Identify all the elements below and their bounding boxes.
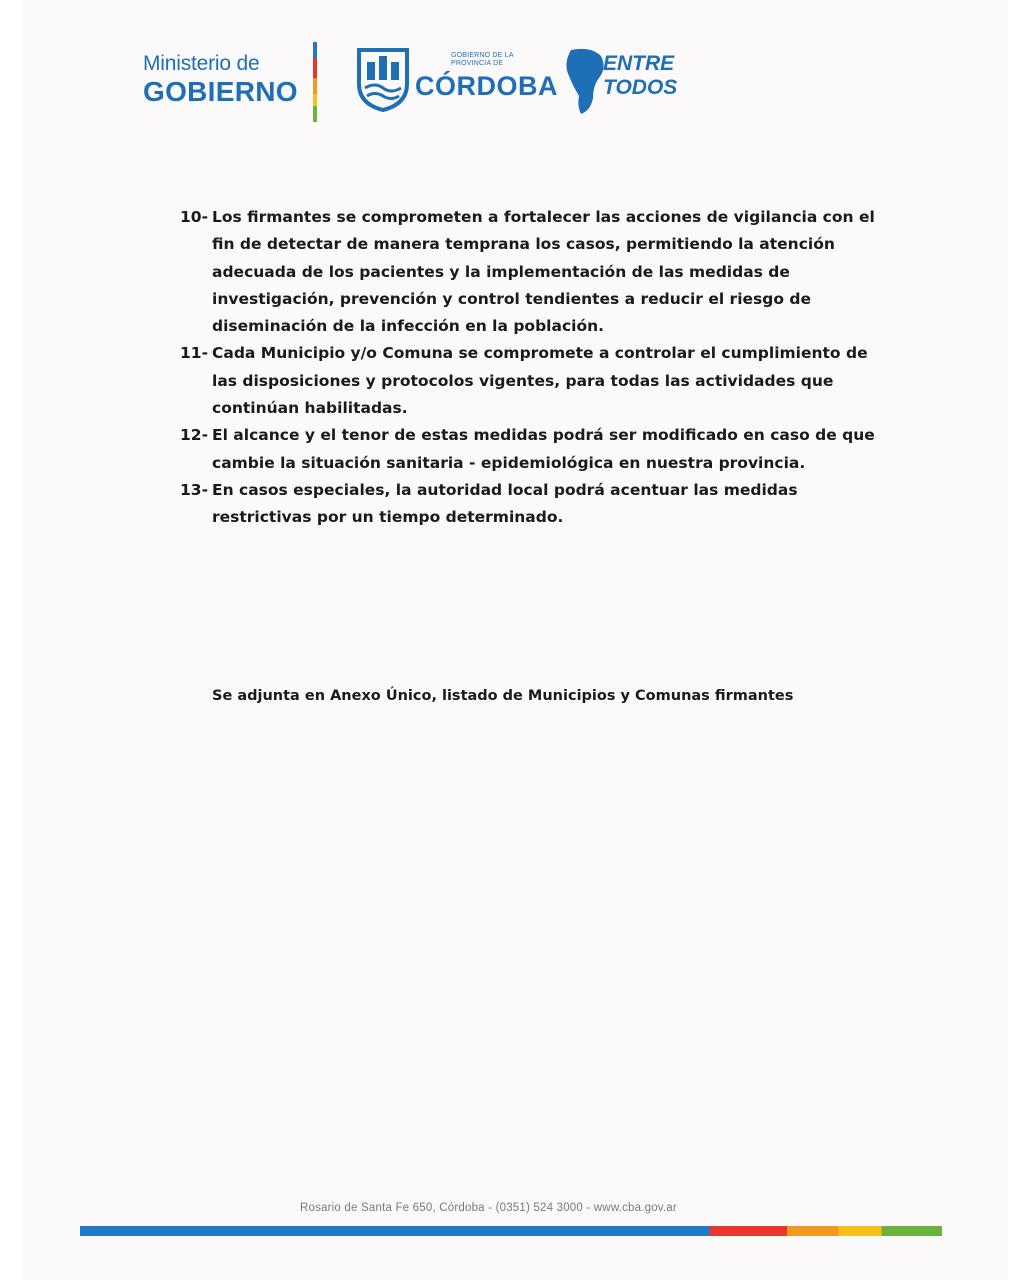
cordoba-wordmark: CÓRDOBA <box>415 71 558 101</box>
clause-12 <box>180 422 892 477</box>
clause-number: 13- <box>180 480 209 499</box>
document-page <box>22 0 1008 1280</box>
clause-10 <box>180 204 892 340</box>
clause-number: 10- <box>180 208 209 226</box>
letterhead <box>143 42 703 124</box>
footer-address: Rosario de Santa Fe 650, Córdoba - (0351) 524 3000 - www.cba.gov.ar <box>300 1202 677 1214</box>
footer-color-bar <box>80 1226 942 1236</box>
ministerio-line2: GOBIERNO <box>143 76 298 107</box>
cordoba-seal-icon <box>355 46 411 112</box>
clause-number: 12- <box>180 426 209 445</box>
gobierno-provincia-label: GOBIERNO DE LA PROVINCIA DE <box>451 52 514 67</box>
province-map-icon <box>563 46 607 116</box>
clauses-list <box>180 204 892 532</box>
clause-13 <box>180 477 892 532</box>
entre-label: ENTRE <box>603 52 675 75</box>
ministerio-line1: Ministerio de <box>143 52 260 75</box>
clause-11 <box>180 340 892 422</box>
clause-text: Los firmantes se comprometen a fortalecer las acciones de vigilancia con el fin de detectar de manera temprana los casos, permitiendo la atención adecuada de los pacientes y la implementación de las medidas de investigación, prevención y control tendientes a reducir el riesgo de diseminación de la infección en la población. <box>212 208 875 336</box>
entre-todos-logo <box>603 52 693 100</box>
ministerio-logo <box>143 52 313 108</box>
color-divider <box>313 42 317 122</box>
annex-note: Se adjunta en Anexo Único, listado de Municipios y Comunas firmantes <box>212 688 794 704</box>
cordoba-logo-text <box>415 52 558 102</box>
clause-number: 11- <box>180 344 209 363</box>
clause-text: Cada Municipio y/o Comuna se compromete a controlar el cumplimiento de las disposiciones y protocolos vigentes, para todas las actividades que continúan habilitadas. <box>212 344 868 418</box>
clause-text: En casos especiales, la autoridad local podrá acentuar las medidas restrictivas por un tiempo determinado. <box>212 480 798 527</box>
todos-label: TODOS <box>603 76 678 99</box>
clause-text: El alcance y el tenor de estas medidas podrá ser modificado en caso de que cambie la situación sanitaria - epidemiológica en nuestra provincia. <box>212 426 875 472</box>
